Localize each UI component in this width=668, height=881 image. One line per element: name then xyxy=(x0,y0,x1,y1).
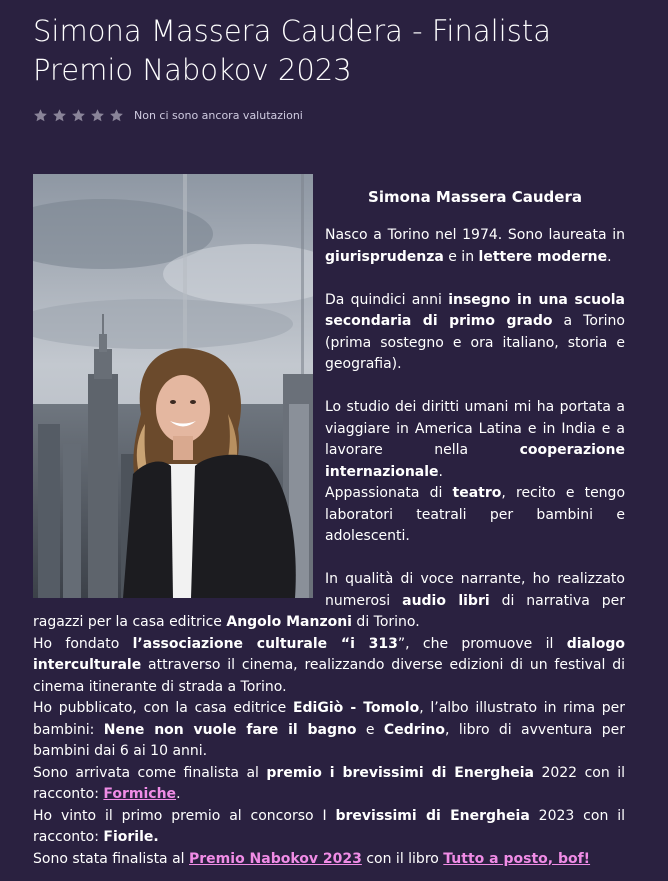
text: di narrativa per ragazzi per la casa editrice xyxy=(33,592,625,630)
text-bold: cooperazione internazionale xyxy=(325,442,625,480)
text-bold: giurisprudenza xyxy=(325,248,444,265)
formiche-link[interactable]: Formiche xyxy=(103,786,177,802)
text-bold: audio libri xyxy=(402,592,490,609)
bio-paragraph xyxy=(33,849,625,871)
star-rating[interactable] xyxy=(33,106,303,124)
text: In qualità di voce narrante, ho realizzato numerosi xyxy=(325,571,625,609)
text-bold: Cedrino xyxy=(383,721,446,738)
text-bold: EdiGiò - Tomolo xyxy=(292,700,420,716)
text: con il libro xyxy=(361,850,444,867)
text-bold: insegno in una scuola secondaria di primo grado xyxy=(325,291,625,329)
text: Nasco a Torino nel 1974. Sono laureata in xyxy=(325,227,625,243)
text: , libro di avventura per bambini dai 6 ai 10 anni. xyxy=(33,721,625,759)
article-body xyxy=(33,176,625,870)
text-bold: l’associazione culturale “i 313 xyxy=(132,635,398,652)
text: , recito e tengo laboratori teatrali per bambini e adolescenti. xyxy=(325,485,626,544)
text-bold: teatro xyxy=(452,485,502,501)
text: e xyxy=(356,721,384,738)
text: . xyxy=(607,248,612,265)
text: ”, che promuove il xyxy=(397,635,567,652)
text: Appassionata di xyxy=(325,485,453,501)
text-bold: dialogo interculturale xyxy=(33,635,626,673)
text: Lo studio dei diritti umani mi ha portata a viaggiare in America Latina e in India e a lavorare nella xyxy=(325,399,625,458)
text: Ho fondato xyxy=(33,635,133,652)
text: e in xyxy=(443,248,479,265)
star-icon[interactable] xyxy=(109,108,124,123)
star-icon[interactable] xyxy=(90,108,105,123)
text-bold: lettere moderne xyxy=(478,248,608,265)
bio-paragraph xyxy=(33,806,625,849)
text: di Torino. xyxy=(351,614,420,630)
star-icon[interactable] xyxy=(33,108,48,123)
text: Da quindici anni xyxy=(325,291,449,308)
bio-paragraph xyxy=(33,634,625,699)
rating-status-text: Non ci sono ancora valutazioni xyxy=(134,108,303,122)
page-title: Simona Massera Caudera - Finalista Premio Nabokov 2023 xyxy=(33,14,551,87)
text-bold: brevissimi di Energheia xyxy=(335,807,530,824)
text: Ho pubblicato, con la casa editrice xyxy=(33,700,293,716)
text: a Torino (prima sostegno e ora italiano, storia e geografia). xyxy=(325,313,625,372)
text: Ho vinto il primo premio al concorso I xyxy=(33,807,336,824)
text-bold: Nene non vuole fare il bagno xyxy=(103,721,357,738)
text-bold: premio i brevissimi di Energheia xyxy=(266,764,534,781)
text-bold: Fiorile. xyxy=(103,829,159,845)
author-name-heading: Simona Massera Caudera xyxy=(368,188,582,206)
book-link[interactable]: Tutto a posto, bof! xyxy=(443,850,591,867)
text: . xyxy=(438,463,443,480)
premio-nabokov-link[interactable]: Premio Nabokov 2023 xyxy=(189,850,362,867)
text: Sono arrivata come finalista al xyxy=(33,764,267,781)
bio-paragraph xyxy=(33,763,625,806)
text: 2023 con il racconto: xyxy=(33,807,625,845)
text: 2022 con il racconto: xyxy=(33,764,625,802)
text-bold: Angolo Manzoni xyxy=(226,614,352,630)
text: Sono stata finalista al xyxy=(33,850,190,867)
star-icon[interactable] xyxy=(71,108,86,123)
star-icon[interactable] xyxy=(52,108,67,123)
text: . xyxy=(176,786,181,802)
bio-paragraph xyxy=(33,698,625,763)
text: attraverso il cinema, realizzando diverse edizioni di un festival di cinema itinerante di strada a Torino. xyxy=(33,657,625,695)
text: , l’albo illustrato in rima per bambini: xyxy=(33,700,625,738)
